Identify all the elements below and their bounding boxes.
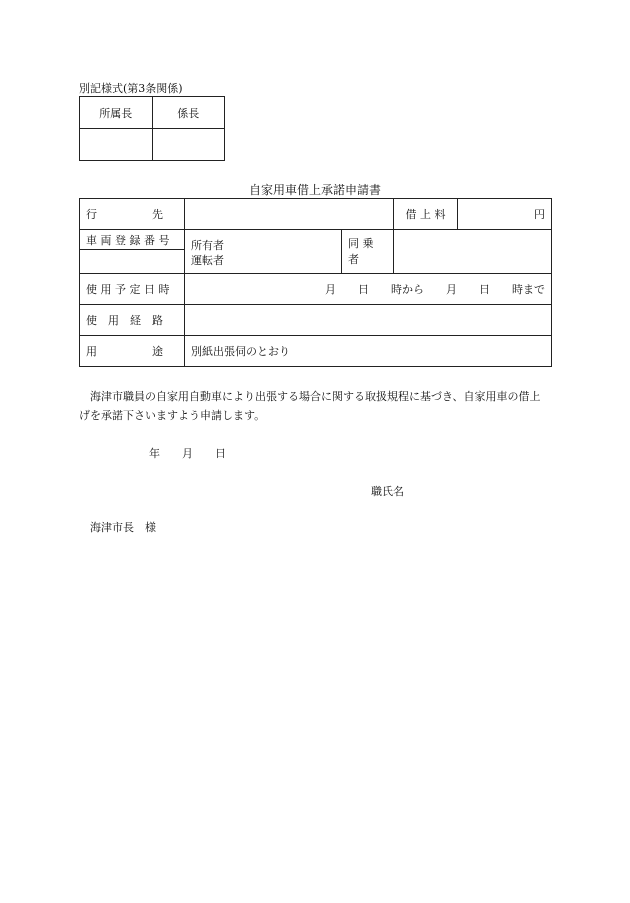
stamp-head-supervisor: 所属長 bbox=[80, 97, 153, 129]
signature-label: 職氏名 bbox=[371, 485, 404, 498]
registration-value[interactable] bbox=[80, 250, 185, 274]
fee-unit: 円 bbox=[534, 208, 545, 221]
stamp-cell-supervisor[interactable] bbox=[80, 129, 153, 161]
passenger-value[interactable] bbox=[394, 230, 552, 274]
schedule-label: 使 用 予 定 日 時 bbox=[80, 274, 185, 305]
driver-label: 運転者 bbox=[191, 254, 224, 267]
owner-label: 所有者 bbox=[191, 239, 224, 252]
owner-driver-cell[interactable] bbox=[185, 230, 342, 274]
stamp-head-chief: 係長 bbox=[152, 97, 225, 129]
destination-label: 行 先 bbox=[80, 199, 185, 230]
registration-label: 車 両 登 録 番 号 bbox=[80, 230, 185, 250]
approval-stamp-table bbox=[79, 96, 225, 161]
schedule-value[interactable]: 月 日 時から 月 日 時まで bbox=[185, 274, 552, 305]
date-line: 年 月 日 bbox=[149, 447, 226, 460]
passenger-label: 同 乗 者 bbox=[342, 230, 394, 274]
destination-value[interactable] bbox=[185, 199, 394, 230]
application-table bbox=[79, 198, 552, 367]
addressee: 海津市長 様 bbox=[90, 521, 156, 534]
route-value[interactable] bbox=[185, 305, 552, 336]
route-label: 使 用 経 路 bbox=[80, 305, 185, 336]
fee-value[interactable] bbox=[458, 199, 552, 230]
purpose-label: 用 途 bbox=[80, 336, 185, 367]
page-title: 自家用車借上承諾申請書 bbox=[248, 183, 381, 197]
form-label: 別記様式(第3条関係) bbox=[79, 82, 183, 95]
application-body-text: 海津市職員の自家用自動車により出張する場合に関する取扱規程に基づき、自家用車の借上げを承諾下さいますよう申請します。 bbox=[79, 390, 541, 422]
fee-label: 借 上 料 bbox=[394, 199, 458, 230]
purpose-value[interactable]: 別紙出張伺のとおり bbox=[185, 336, 552, 367]
stamp-cell-chief[interactable] bbox=[152, 129, 225, 161]
